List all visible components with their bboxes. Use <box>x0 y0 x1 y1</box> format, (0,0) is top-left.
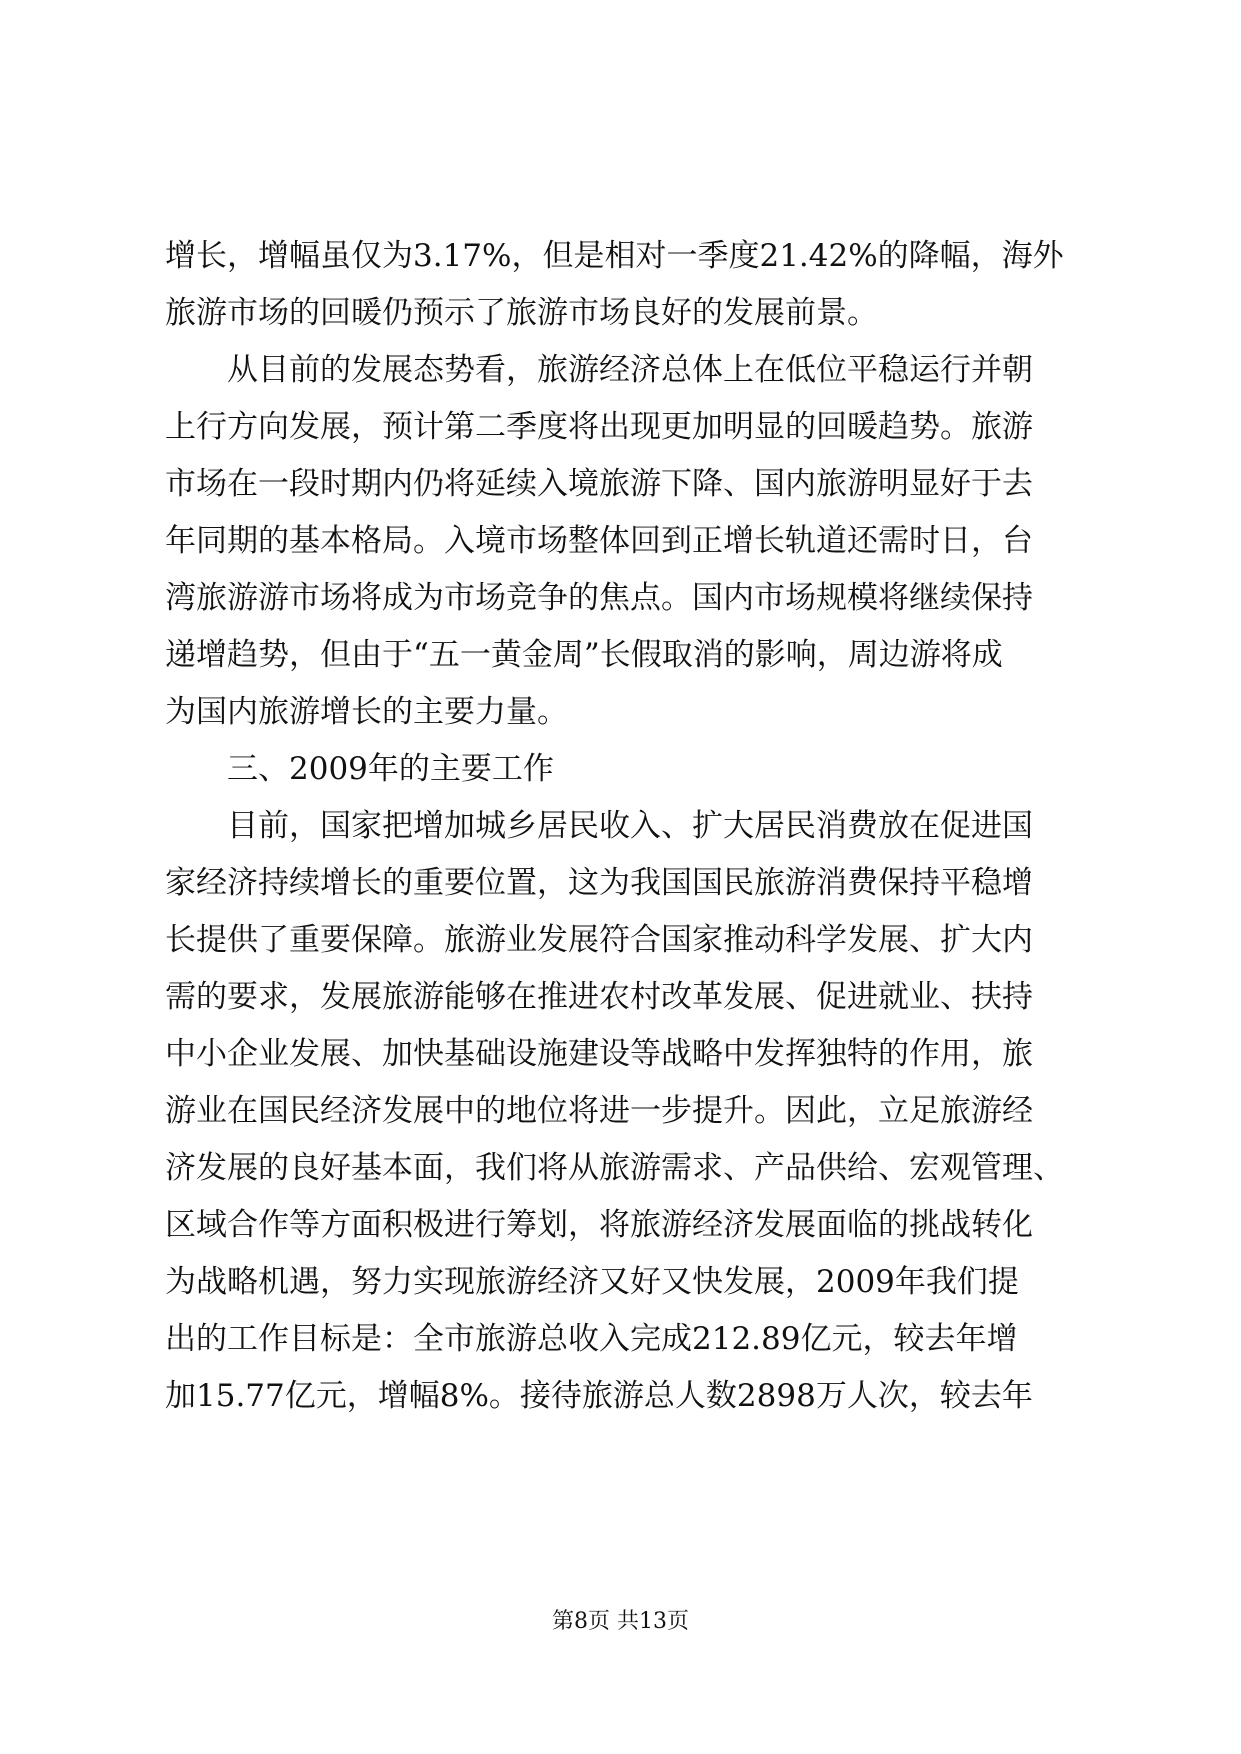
text-line-16: 游业在国民经济发展中的地位将进一步提升。因此，立足旅游经 <box>165 1093 1033 1129</box>
page-footer: 第8页 共13页 <box>552 1609 689 1634</box>
text-line-20: 出的工作目标是：全市旅游总收入完成212.89亿元，较去年增 <box>165 1321 1018 1357</box>
text-line-6: 年同期的基本格局。入境市场整体回到正增长轨道还需时日，台 <box>165 523 1033 559</box>
text-line-15: 中小企业发展、加快基础设施建设等战略中发挥独特的作用，旅 <box>165 1036 1033 1072</box>
text-line-13: 长提供了重要保障。旅游业发展符合国家推动科学发展、扩大内 <box>165 922 1033 958</box>
text-line-4: 上行方向发展，预计第二季度将出现更加明显的回暖趋势。旅游 <box>165 409 1033 445</box>
text-line-3: 从目前的发展态势看，旅游经济总体上在低位平稳运行并朝 <box>165 352 1033 388</box>
section-heading: 三、2009年的主要工作 <box>165 751 554 787</box>
text-line-7: 湾旅游游市场将成为市场竞争的焦点。国内市场规模将继续保持 <box>165 580 1033 616</box>
text-line-19: 为战略机遇，努力实现旅游经济又好又快发展，2009年我们提 <box>165 1264 1019 1300</box>
text-line-9: 为国内旅游增长的主要力量。 <box>165 694 568 730</box>
text-line-8: 递增趋势，但由于“五一黄金周”长假取消的影响，周边游将成 <box>165 637 1003 673</box>
text-line-14: 需的要求，发展旅游能够在推进农村改革发展、促进就业、扶持 <box>165 979 1033 1015</box>
text-line-17: 济发展的良好基本面，我们将从旅游需求、产品供给、宏观管理、 <box>165 1150 1064 1186</box>
text-line-18: 区域合作等方面积极进行筹划，将旅游经济发展面临的挑战转化 <box>165 1207 1033 1243</box>
text-line-12: 家经济持续增长的重要位置，这为我国国民旅游消费保持平稳增 <box>165 865 1033 901</box>
text-line-5: 市场在一段时期内仍将延续入境旅游下降、国内旅游明显好于去 <box>165 466 1033 502</box>
text-line-1: 增长，增幅虽仅为3.17%，但是相对一季度21.42%的降幅，海外 <box>165 238 1064 274</box>
text-line-21: 加15.77亿元，增幅8%。接待旅游总人数2898万人次，较去年 <box>165 1378 1033 1414</box>
text-line-2: 旅游市场的回暖仍预示了旅游市场良好的发展前景。 <box>165 295 878 331</box>
text-line-11: 目前，国家把增加城乡居民收入、扩大居民消费放在促进国 <box>165 808 1033 844</box>
